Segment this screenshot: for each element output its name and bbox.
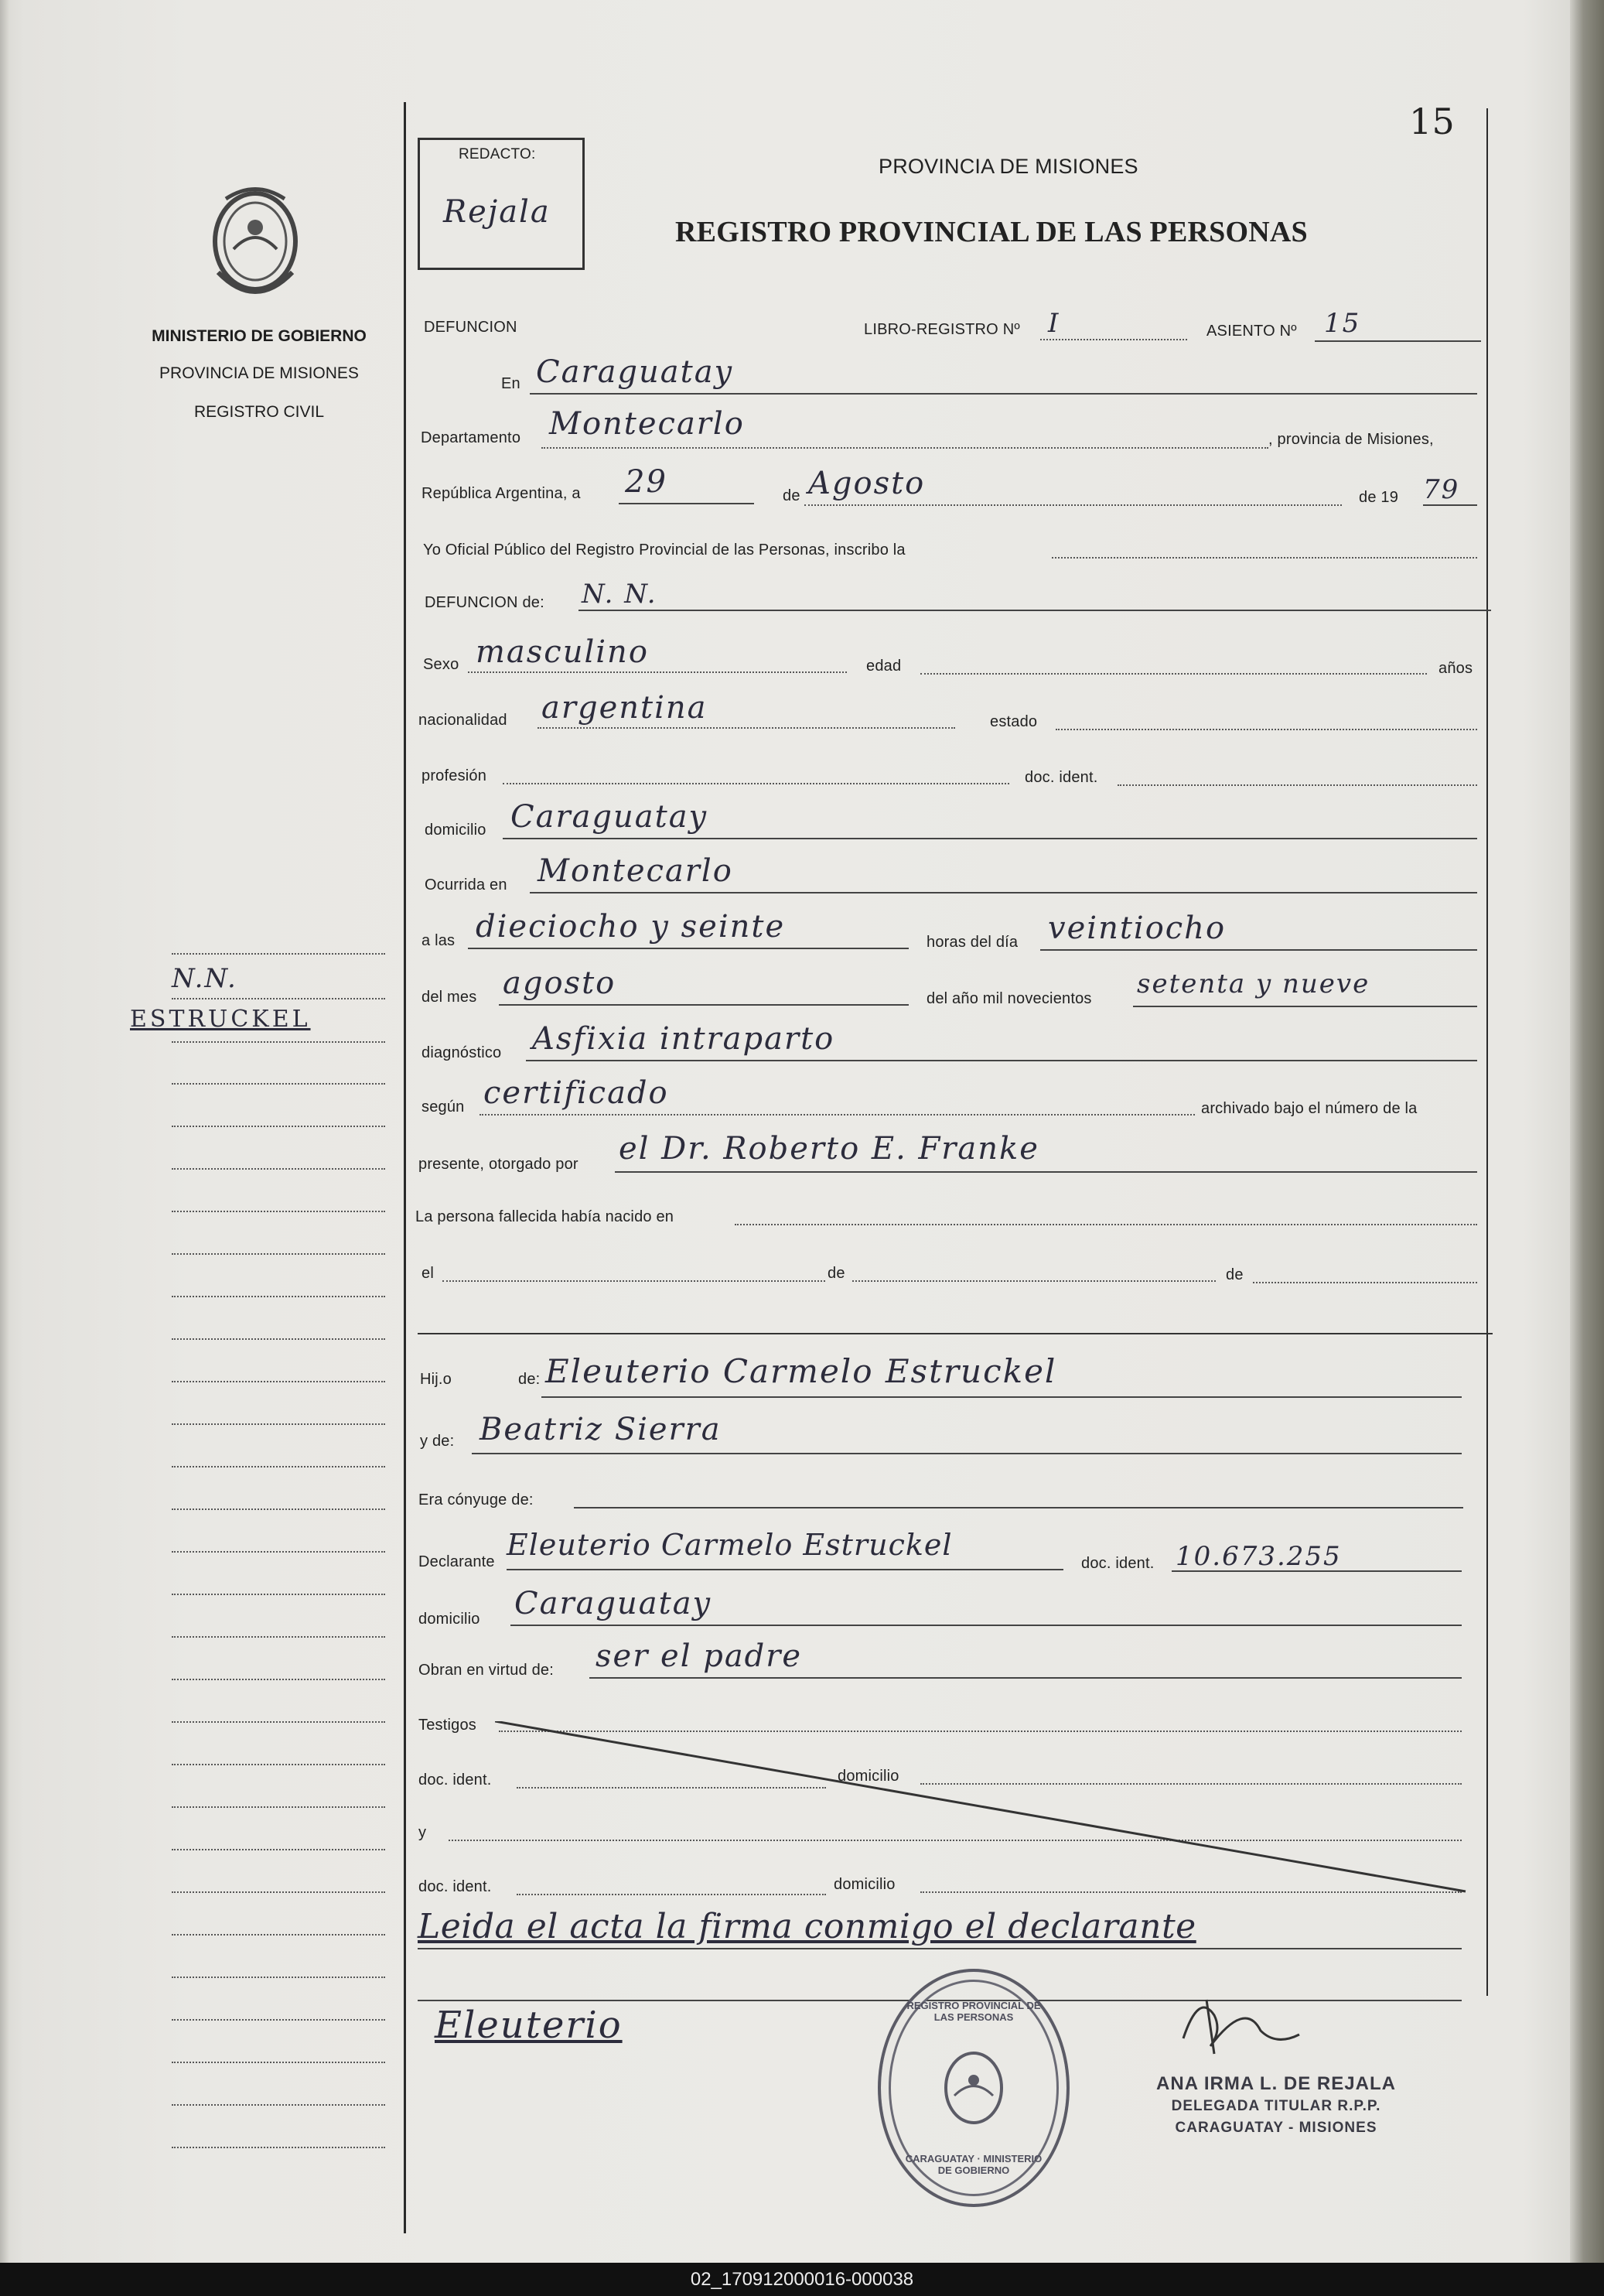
nacido-label: La persona fallecida había nacido en (415, 1208, 674, 1225)
ministry-label: MINISTERIO DE GOBIERNO (152, 327, 367, 345)
edad-field (920, 673, 1427, 675)
day-value: 29 (625, 464, 667, 500)
el-label: el (421, 1265, 434, 1282)
el-month-field (852, 1280, 1216, 1282)
domicilio-value: Caraguatay (510, 799, 708, 835)
defuncion-de-label: DEFUNCION de: (425, 594, 544, 611)
province-label: PROVINCIA DE MISIONES (159, 364, 359, 382)
ocurrida-field (530, 892, 1477, 893)
horas-label: horas del día (927, 934, 1019, 951)
year-value: 79 (1423, 474, 1460, 505)
declarante-label: Declarante (418, 1553, 495, 1570)
month-value: Agosto (808, 466, 926, 501)
segun-field (479, 1114, 1195, 1116)
section-divider (418, 1333, 1493, 1334)
de-label: de (783, 487, 800, 504)
sexo-label: Sexo (423, 656, 459, 673)
declarante-value: Eleuterio Carmelo Estruckel (507, 1528, 953, 1562)
seal-emblem-icon (939, 2045, 1008, 2130)
domicilio2-value: Caraguatay (514, 1586, 712, 1621)
obran-value: ser el padre (596, 1638, 803, 1674)
domicilio-t2-label: domicilio (834, 1876, 896, 1893)
presente-field (615, 1171, 1477, 1173)
declarante-field (507, 1569, 1063, 1570)
month-field (804, 504, 1342, 506)
hijo-de-field (541, 1396, 1462, 1398)
conyuge-label: Era cónyuge de: (418, 1491, 534, 1508)
nacido-field (735, 1224, 1477, 1225)
doc-ident-t1-label: doc. ident. (418, 1772, 492, 1789)
conyuge-field (574, 1507, 1463, 1508)
mes-value: agosto (503, 965, 616, 1001)
nacionalidad-value: argentina (541, 690, 708, 726)
ano-label: del año mil novecientos (927, 990, 1092, 1007)
a-las-value: dieciocho y seinte (476, 909, 786, 945)
closing-value: Leida el acta la firma conmigo el declarante (418, 1907, 1196, 1946)
de-label-3: de (1226, 1266, 1244, 1283)
defuncion-label: DEFUNCION (424, 319, 517, 336)
redacto-value: Rejala (443, 194, 551, 230)
el-year-field (1253, 1282, 1477, 1283)
archivado-label: archivado bajo el número de la (1201, 1100, 1418, 1117)
horas-value: veintiocho (1048, 911, 1227, 946)
day-field (619, 503, 754, 504)
segun-label: según (421, 1098, 465, 1116)
header-province: PROVINCIA DE MISIONES (879, 155, 1138, 178)
estado-label: estado (990, 713, 1038, 730)
a-las-label: a las (421, 932, 456, 949)
en-value: Caraguatay (536, 354, 734, 390)
asiento-label: ASIENTO Nº (1206, 323, 1297, 340)
seal-bottom-text: CARAGUATAY · MINISTERIO DE GOBIERNO (905, 2153, 1043, 2176)
redacto-label: REDACTO: (459, 146, 536, 162)
departamento-label: Departamento (421, 429, 521, 446)
seal-top-text: REGISTRO PROVINCIAL DE LAS PERSONAS (906, 2000, 1041, 2023)
sexo-field (468, 671, 847, 673)
a-las-field (468, 948, 909, 949)
diagnostico-value: Asfixia intraparto (532, 1021, 835, 1057)
mes-field (499, 1004, 909, 1006)
domicilio2-label: domicilio (418, 1611, 480, 1628)
defuncion-de-value: N. N. (582, 579, 657, 610)
declarante-signature: Eleuterio (435, 2004, 623, 2047)
presente-value: el Dr. Roberto E. Franke (619, 1131, 1039, 1167)
en-field (530, 393, 1477, 395)
margin-note-estruckel: ESTRUCKEL (130, 1006, 311, 1033)
doc-ident-label: doc. ident. (1025, 769, 1098, 786)
official-seal (878, 1969, 1070, 2207)
defuncion-de-field (578, 610, 1491, 611)
obran-field (589, 1677, 1462, 1679)
presente-label: presente, otorgado por (418, 1156, 578, 1173)
hijo-de-value: Eleuterio Carmelo Estruckel (545, 1352, 1057, 1390)
y-label: y (418, 1824, 427, 1841)
departamento-value: Montecarlo (549, 406, 745, 442)
estado-field (1056, 729, 1477, 730)
anos-label: años (1438, 660, 1473, 677)
oficial-field (1052, 557, 1477, 559)
form-right-border (1486, 108, 1488, 1996)
domicilio-t1-label: domicilio (838, 1768, 899, 1785)
form-left-border (404, 102, 406, 2233)
hijo-de-label: de: (518, 1371, 541, 1388)
book-edge (1570, 0, 1604, 2263)
asiento-value: 15 (1324, 308, 1361, 339)
header-title: REGISTRO PROVINCIAL DE LAS PERSONAS (675, 216, 1308, 248)
margin-note-nn: N.N. (172, 963, 237, 994)
nacionalidad-label: nacionalidad (418, 712, 507, 729)
officer-signature (1168, 1984, 1307, 2069)
horas-field (1040, 949, 1477, 951)
ano-value: setenta y nueve (1137, 969, 1370, 999)
y-de-field (472, 1453, 1462, 1454)
oficial-text: Yo Oficial Público del Registro Provincial de las Personas, inscribo la (423, 542, 906, 559)
profesion-label: profesión (421, 767, 487, 784)
hijo-label: Hij.o (420, 1371, 452, 1388)
image-id-footer: 02_170912000016-000038 (0, 2263, 1604, 2296)
libro-value: I (1048, 308, 1060, 339)
declarante-doc-label: doc. ident. (1081, 1555, 1155, 1572)
y-de-value: Beatriz Sierra (479, 1412, 722, 1447)
de-label-2: de (828, 1265, 845, 1282)
officer-place: CARAGUATAY - MISIONES (1175, 2120, 1377, 2136)
obran-label: Obran en virtud de: (418, 1662, 555, 1679)
testigos-strike-line (495, 1721, 1469, 1899)
diagnostico-field (526, 1060, 1477, 1061)
domicilio2-field (510, 1625, 1462, 1626)
edad-label: edad (866, 658, 902, 675)
en-label: En (501, 375, 520, 392)
libro-label: LIBRO-REGISTRO Nº (864, 321, 1020, 338)
binding-edge (0, 0, 9, 2263)
sexo-value: masculino (476, 634, 649, 670)
departamento-field (541, 447, 1268, 449)
y-de-label: y de: (420, 1433, 455, 1450)
testigos-label: Testigos (418, 1717, 476, 1734)
el-day-field (442, 1280, 825, 1282)
ocurrida-label: Ocurrida en (425, 876, 507, 893)
provincia-suffix: , provincia de Misiones, (1268, 431, 1434, 448)
ano-field (1133, 1006, 1477, 1007)
officer-name: ANA IRMA L. DE REJALA (1156, 2073, 1396, 2094)
libro-field (1040, 339, 1187, 340)
year-prefix: de 19 (1359, 489, 1399, 506)
coat-of-arms-icon (203, 179, 308, 311)
segun-value: certificado (483, 1075, 669, 1111)
republica-label: República Argentina, a (421, 485, 581, 502)
asiento-field (1315, 340, 1481, 342)
page-number: 15 (1409, 101, 1455, 142)
domicilio-field (503, 838, 1477, 839)
diagnostico-label: diagnóstico (421, 1044, 502, 1061)
nacionalidad-field (538, 727, 955, 729)
doc-ident-field (1118, 784, 1477, 786)
domicilio-label: domicilio (425, 822, 486, 839)
ocurrida-value: Montecarlo (538, 853, 733, 889)
registry-label: REGISTRO CIVIL (193, 403, 325, 421)
officer-role: DELEGADA TITULAR R.P.P. (1171, 2098, 1381, 2114)
profesion-field (503, 783, 1009, 784)
declarante-doc-value: 10.673.255 (1176, 1541, 1342, 1572)
redacto-box (418, 138, 585, 270)
closing-field (418, 1948, 1462, 1949)
doc-ident-t2-label: doc. ident. (418, 1878, 492, 1895)
mes-label: del mes (421, 989, 477, 1006)
